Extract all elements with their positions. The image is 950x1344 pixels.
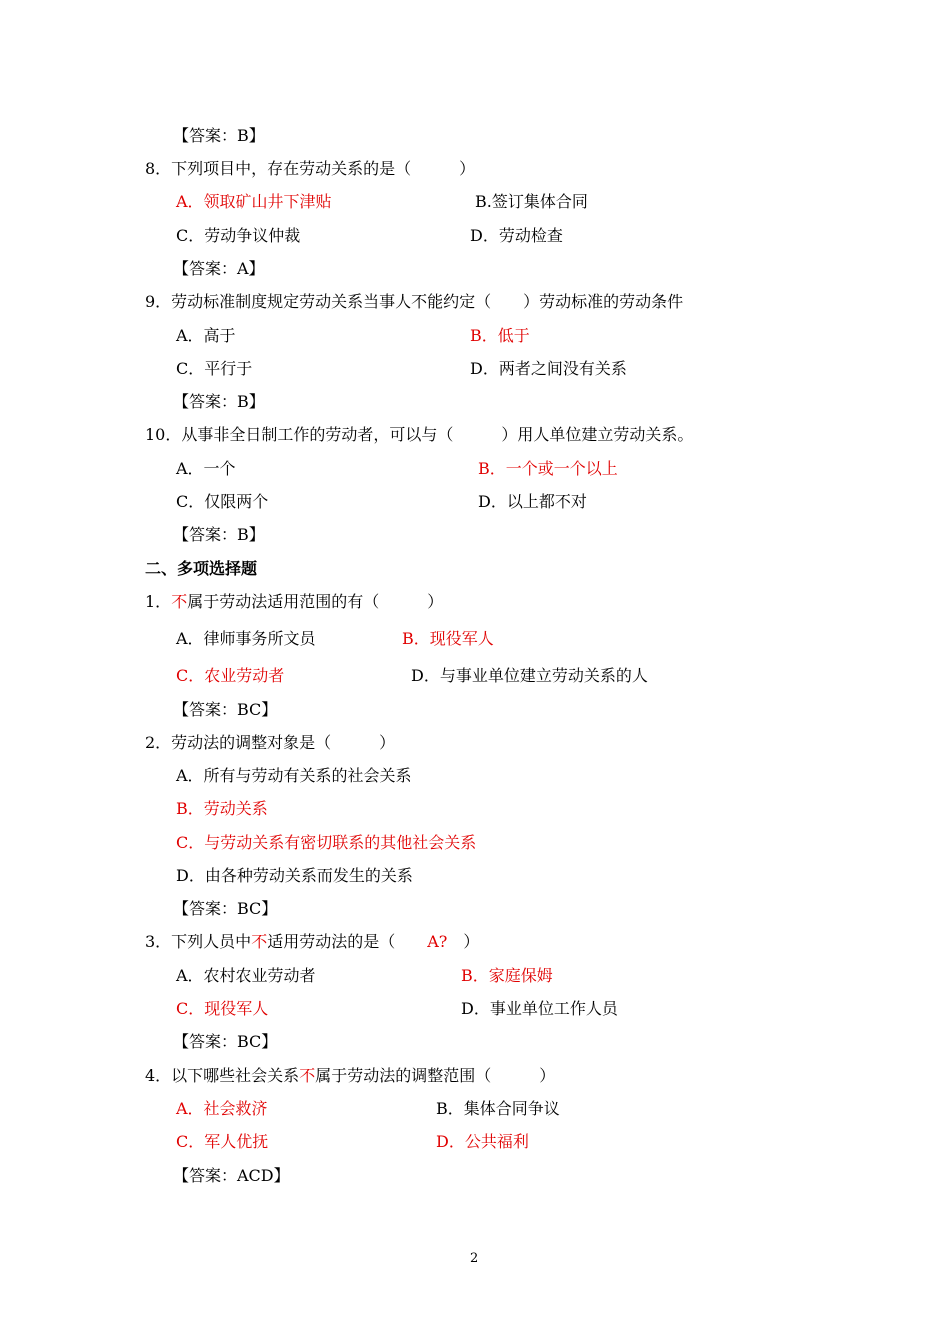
text-line xyxy=(176,326,236,346)
highlighted-text: B．劳动关系 xyxy=(176,799,268,818)
highlighted-text: B．一个或一个以上 xyxy=(478,459,618,478)
text-line xyxy=(145,932,479,952)
text-line xyxy=(461,999,618,1019)
highlighted-text: B．低于 xyxy=(470,326,530,345)
line-text: C．劳动争议仲裁 xyxy=(176,226,301,245)
text-line xyxy=(176,492,268,512)
highlighted-text: A．社会救济 xyxy=(176,1099,268,1118)
line-text: 属于劳动法的调整范围（ ） xyxy=(315,1066,556,1085)
line-text: A．高于 xyxy=(176,326,236,345)
line-text: C．平行于 xyxy=(176,359,253,378)
highlighted-text: C．农业劳动者 xyxy=(176,666,285,685)
text-line xyxy=(145,1066,555,1086)
line-text: D．事业单位工作人员 xyxy=(461,999,618,1018)
highlighted-text: C．现役军人 xyxy=(176,999,269,1018)
text-line xyxy=(145,425,693,445)
text-line xyxy=(173,700,277,720)
text-line xyxy=(176,999,268,1019)
line-text: 10．从事非全日制工作的劳动者，可以与（ ）用人单位建立劳动关系。 xyxy=(145,425,694,444)
text-line xyxy=(176,866,413,886)
text-line xyxy=(461,966,553,986)
text-line xyxy=(173,525,265,545)
highlighted-text: A? xyxy=(427,932,448,951)
highlighted-text: B．家庭保姆 xyxy=(461,966,553,985)
line-text: 8．下列项目中，存在劳动关系的是（ ） xyxy=(145,159,476,178)
text-line xyxy=(478,492,587,512)
text-line xyxy=(478,459,618,479)
text-line xyxy=(470,359,627,379)
line-text: C．仅限两个 xyxy=(176,492,269,511)
highlighted-text: A．领取矿山井下津贴 xyxy=(176,192,332,211)
line-text: D．以上都不对 xyxy=(478,492,587,511)
text-line xyxy=(173,392,265,412)
line-text: 【答案：BC】 xyxy=(173,1032,278,1051)
text-line xyxy=(176,359,252,379)
text-line xyxy=(173,1032,277,1052)
text-line xyxy=(176,833,476,853)
line-text: D．两者之间没有关系 xyxy=(470,359,627,378)
line-text: 二、多项选择题 xyxy=(145,559,258,578)
line-text: 【答案：BC】 xyxy=(173,899,278,918)
line-text: 【答案：BC】 xyxy=(173,700,278,719)
line-text: 【答案：A】 xyxy=(173,259,265,278)
line-text: 1． xyxy=(145,592,172,611)
line-text: 适用劳动法的是（ xyxy=(267,932,428,951)
text-line xyxy=(145,592,443,612)
line-text: A．农村农业劳动者 xyxy=(176,966,316,985)
highlighted-text: D．公共福利 xyxy=(436,1132,529,1151)
text-line xyxy=(173,126,265,146)
text-line xyxy=(436,1132,529,1152)
text-line xyxy=(475,192,588,212)
text-line xyxy=(176,1099,268,1119)
text-line xyxy=(470,226,563,246)
line-text: B．集体合同争议 xyxy=(436,1099,560,1118)
text-line xyxy=(176,1132,268,1152)
highlighted-text: C．军人优抚 xyxy=(176,1132,269,1151)
line-text: 【答案：ACD】 xyxy=(173,1166,290,1185)
text-line xyxy=(176,459,236,479)
line-text: 2．劳动法的调整对象是（ ） xyxy=(145,733,396,752)
highlighted-text: 不 xyxy=(251,932,268,951)
line-text: ） xyxy=(447,932,480,951)
page-number: 2 xyxy=(470,1251,479,1266)
line-text: D．劳动检查 xyxy=(470,226,563,245)
text-line xyxy=(173,899,277,919)
text-line xyxy=(176,226,300,246)
section-heading xyxy=(145,559,257,579)
line-text: B.签订集体合同 xyxy=(475,192,588,211)
text-line xyxy=(176,629,316,649)
line-text: 【答案：B】 xyxy=(173,392,265,411)
text-line xyxy=(411,666,648,686)
highlighted-text: C．与劳动关系有密切联系的其他社会关系 xyxy=(176,833,477,852)
line-text: 【答案：B】 xyxy=(173,126,265,145)
text-line xyxy=(176,666,284,686)
line-text: A．所有与劳动有关系的社会关系 xyxy=(176,766,412,785)
text-line xyxy=(436,1099,560,1119)
line-text: 9．劳动标准制度规定劳动关系当事人不能约定（ ）劳动标准的劳动条件 xyxy=(145,292,684,311)
line-text: 属于劳动法适用范围的有（ ） xyxy=(187,592,444,611)
line-text: D．与事业单位建立劳动关系的人 xyxy=(411,666,648,685)
line-text: 4．以下哪些社会关系 xyxy=(145,1066,300,1085)
highlighted-text: 不 xyxy=(171,592,188,611)
text-line xyxy=(145,733,395,753)
highlighted-text: 不 xyxy=(299,1066,316,1085)
line-text: A．一个 xyxy=(176,459,236,478)
text-line xyxy=(173,1166,290,1186)
text-line xyxy=(145,292,683,312)
text-line xyxy=(176,192,332,212)
text-line xyxy=(176,799,268,819)
text-line xyxy=(470,326,530,346)
text-line xyxy=(176,766,412,786)
line-text: A．律师事务所文员 xyxy=(176,629,316,648)
text-line xyxy=(145,159,475,179)
line-text: D．由各种劳动关系而发生的关系 xyxy=(176,866,413,885)
line-text: 3．下列人员中 xyxy=(145,932,252,951)
text-line xyxy=(402,629,494,649)
highlighted-text: B．现役军人 xyxy=(402,629,494,648)
text-line xyxy=(176,966,316,986)
text-line xyxy=(173,259,265,279)
line-text: 【答案：B】 xyxy=(173,525,265,544)
